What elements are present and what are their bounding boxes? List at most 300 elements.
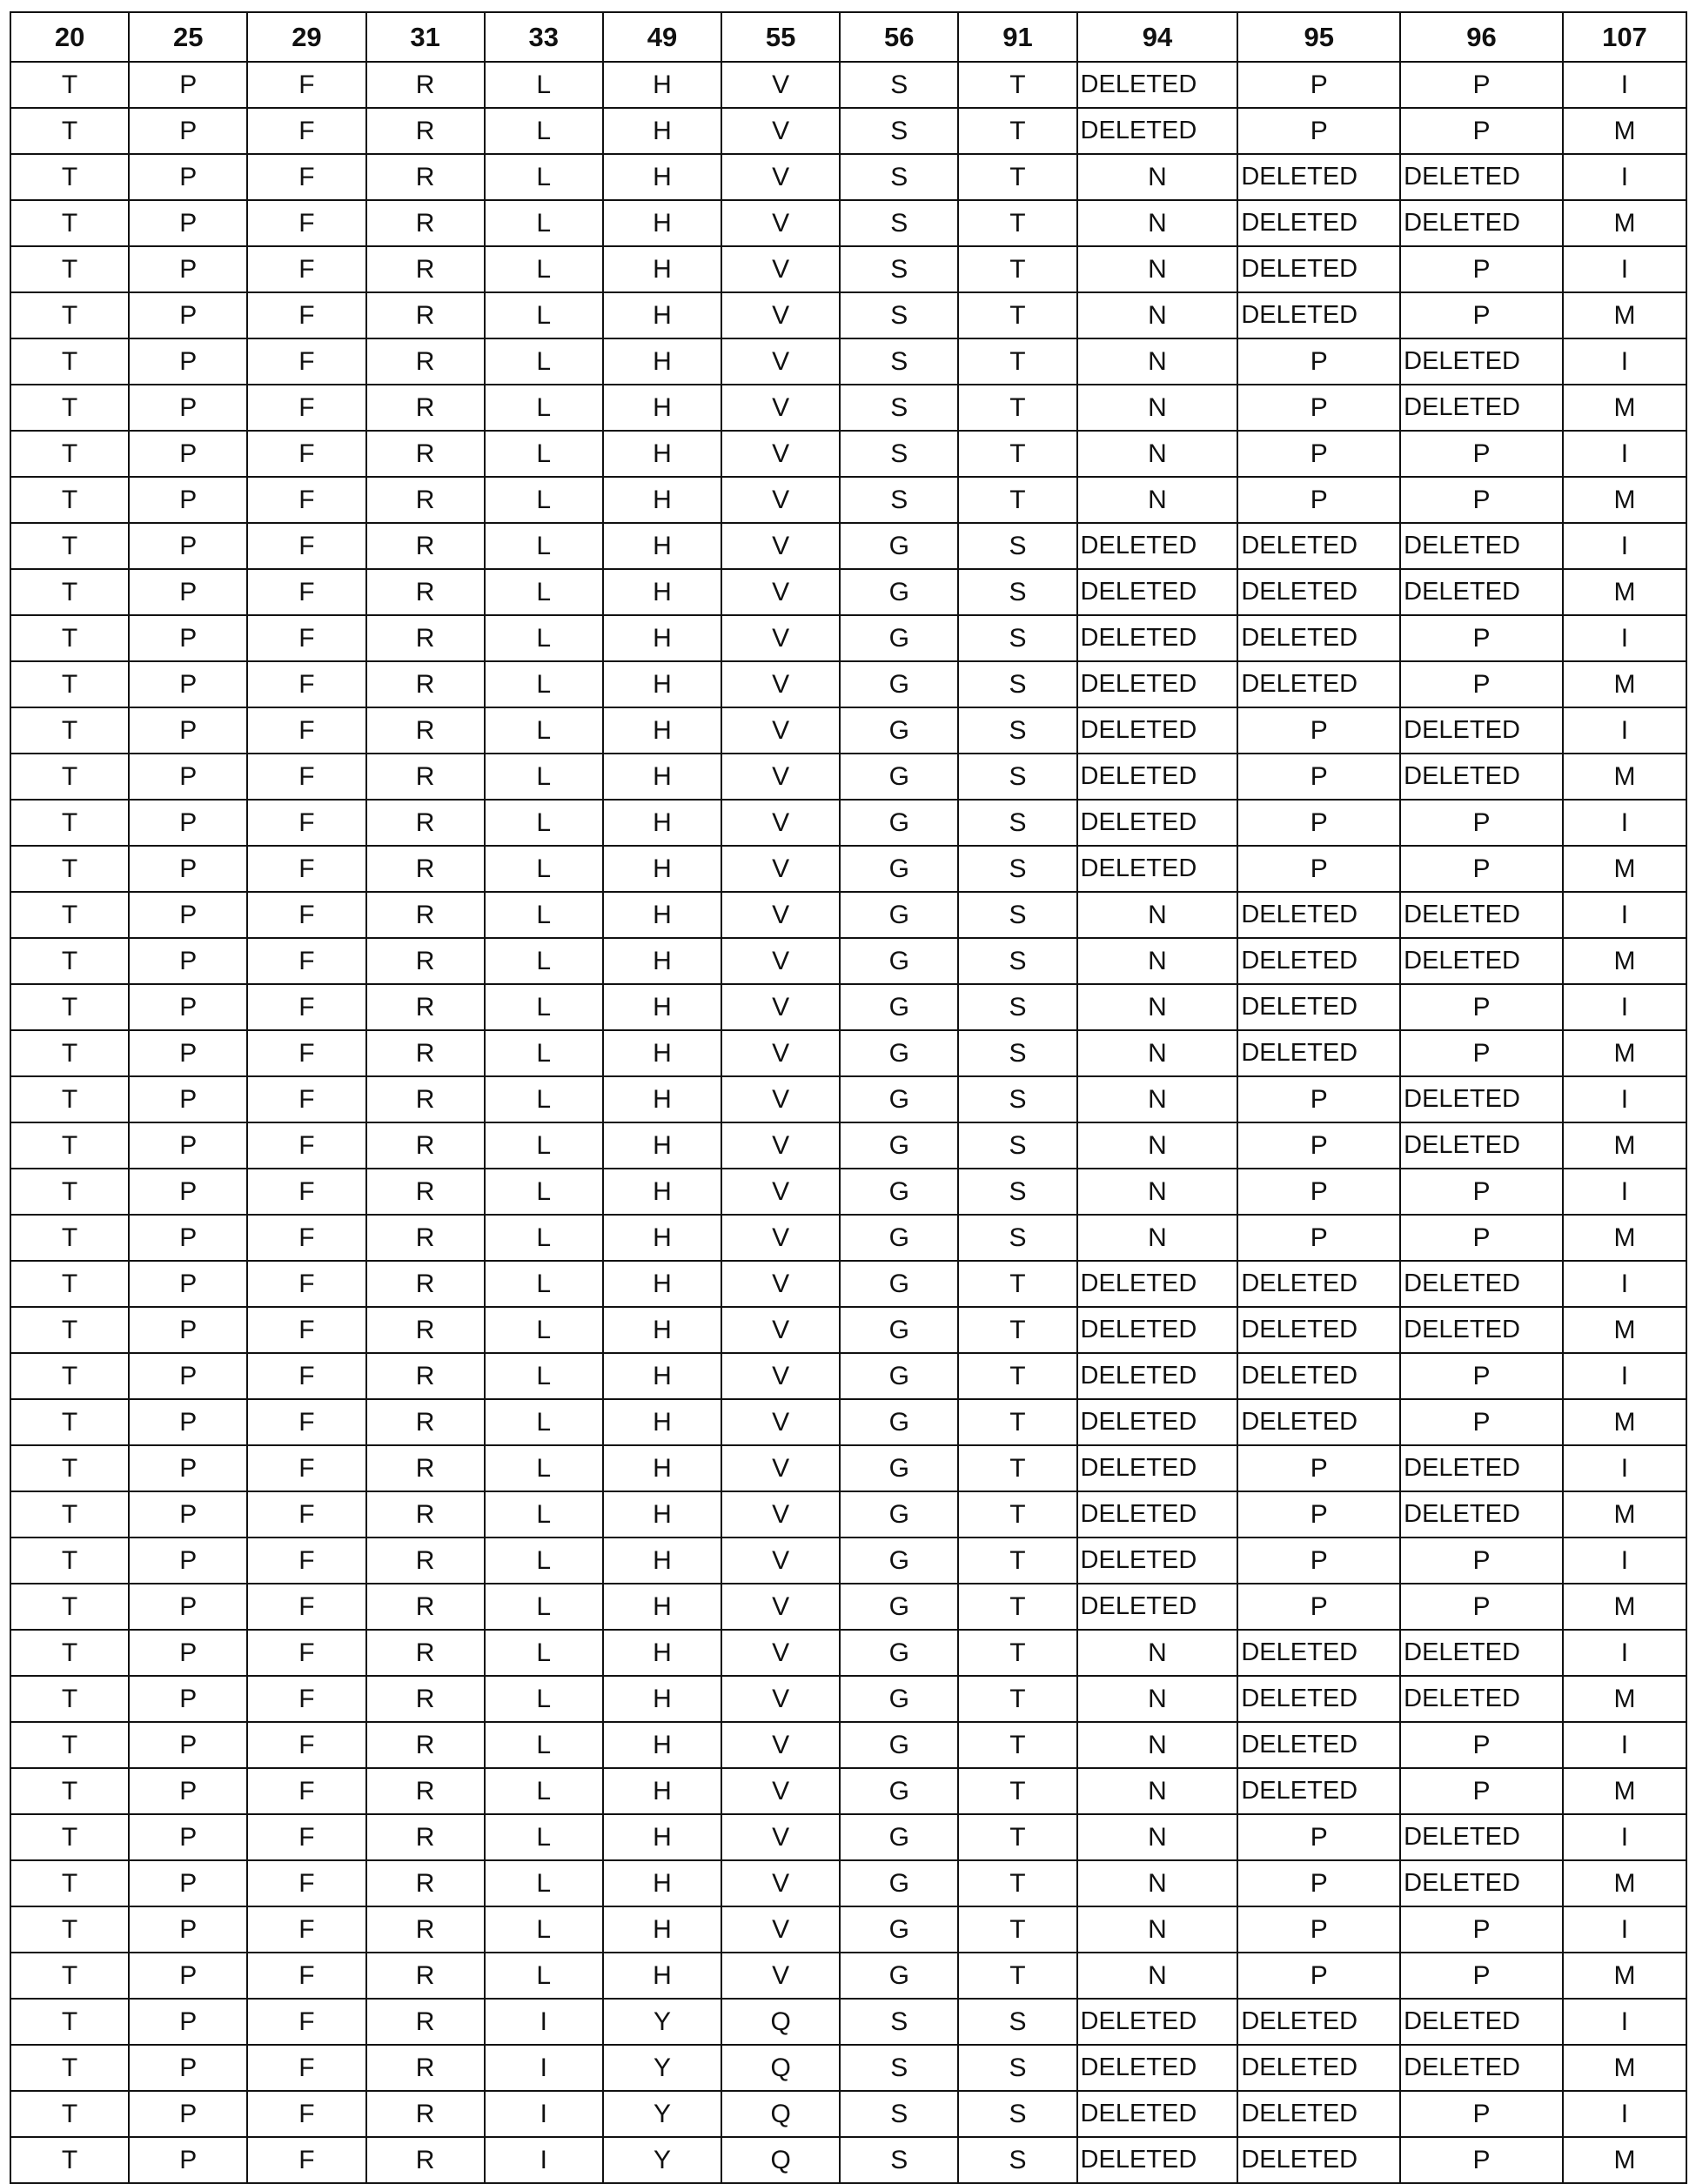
cell-position-29: F [247,200,365,246]
cell-position-55: V [721,1768,840,1814]
cell-position-107: M [1563,661,1686,707]
cell-position-95: DELETED [1237,938,1400,984]
cell-position-95: P [1237,1122,1400,1169]
cell-position-55: V [721,1030,840,1076]
cell-position-29: F [247,1860,365,1906]
column-header-94: 94 [1077,12,1238,62]
table-row [10,1768,1686,1814]
cell-position-94: DELETED [1077,108,1238,154]
cell-position-25: P [129,246,247,292]
cell-position-107: I [1563,62,1686,108]
cell-position-55: V [721,1953,840,1999]
cell-position-29: F [247,385,365,431]
cell-position-55: V [721,385,840,431]
cell-position-95: P [1237,1491,1400,1538]
cell-position-31: R [366,1076,485,1122]
cell-position-96: DELETED [1400,754,1563,800]
cell-position-55: V [721,1722,840,1768]
cell-position-107: M [1563,938,1686,984]
cell-position-31: R [366,2091,485,2137]
cell-position-20: T [10,1261,129,1307]
cell-position-91: T [958,1630,1076,1676]
cell-position-33: I [485,1999,603,2045]
cell-position-107: M [1563,477,1686,523]
cell-position-20: T [10,338,129,385]
cell-position-96: DELETED [1400,523,1563,569]
cell-position-29: F [247,1122,365,1169]
cell-position-107: M [1563,1676,1686,1722]
cell-position-20: T [10,477,129,523]
cell-position-107: I [1563,246,1686,292]
cell-position-25: P [129,707,247,754]
cell-position-20: T [10,1076,129,1122]
cell-position-55: V [721,707,840,754]
cell-position-29: F [247,1399,365,1445]
cell-position-29: F [247,1445,365,1491]
table-row [10,2091,1686,2137]
cell-position-91: T [958,108,1076,154]
cell-position-95: DELETED [1237,984,1400,1030]
cell-position-20: T [10,1307,129,1353]
cell-position-94: N [1077,1860,1238,1906]
cell-position-31: R [366,338,485,385]
cell-position-56: S [840,385,958,431]
cell-position-96: DELETED [1400,1630,1563,1676]
cell-position-96: DELETED [1400,938,1563,984]
table-row [10,1538,1686,1584]
cell-position-33: L [485,1261,603,1307]
cell-position-91: T [958,1906,1076,1953]
cell-position-56: S [840,338,958,385]
cell-position-56: G [840,1630,958,1676]
column-header-29: 29 [247,12,365,62]
cell-position-55: V [721,338,840,385]
cell-position-55: V [721,1538,840,1584]
cell-position-29: F [247,1906,365,1953]
cell-position-91: S [958,2137,1076,2183]
cell-position-20: T [10,1169,129,1215]
cell-position-29: F [247,62,365,108]
cell-position-91: S [958,707,1076,754]
cell-position-25: P [129,569,247,615]
cell-position-25: P [129,2045,247,2091]
cell-position-95: P [1237,1169,1400,1215]
cell-position-107: M [1563,1953,1686,1999]
table-row [10,1122,1686,1169]
column-header-25: 25 [129,12,247,62]
cell-position-96: P [1400,1353,1563,1399]
cell-position-96: DELETED [1400,707,1563,754]
cell-position-25: P [129,200,247,246]
cell-position-20: T [10,1122,129,1169]
cell-position-31: R [366,800,485,846]
cell-position-94: DELETED [1077,62,1238,108]
cell-position-20: T [10,246,129,292]
cell-position-55: V [721,1814,840,1860]
cell-position-56: G [840,1445,958,1491]
cell-position-31: R [366,154,485,200]
cell-position-94: N [1077,892,1238,938]
table-row [10,615,1686,661]
table-row [10,338,1686,385]
cell-position-107: M [1563,569,1686,615]
cell-position-33: L [485,1491,603,1538]
table-row [10,2045,1686,2091]
cell-position-91: S [958,615,1076,661]
cell-position-20: T [10,2045,129,2091]
cell-position-20: T [10,1906,129,1953]
cell-position-33: L [485,62,603,108]
cell-position-55: Q [721,1999,840,2045]
cell-position-31: R [366,431,485,477]
table-row [10,938,1686,984]
cell-position-91: S [958,1122,1076,1169]
cell-position-20: T [10,154,129,200]
cell-position-31: R [366,2137,485,2183]
cell-position-49: H [603,984,721,1030]
cell-position-25: P [129,108,247,154]
cell-position-55: V [721,62,840,108]
table-row [10,754,1686,800]
cell-position-96: DELETED [1400,154,1563,200]
cell-position-33: L [485,1906,603,1953]
cell-position-49: Y [603,2091,721,2137]
cell-position-56: G [840,892,958,938]
cell-position-56: S [840,62,958,108]
cell-position-56: G [840,707,958,754]
cell-position-31: R [366,707,485,754]
table-row [10,800,1686,846]
cell-position-20: T [10,200,129,246]
cell-position-33: L [485,108,603,154]
table-row [10,2137,1686,2183]
cell-position-56: S [840,2045,958,2091]
cell-position-91: T [958,1538,1076,1584]
cell-position-95: P [1237,1076,1400,1122]
cell-position-96: P [1400,1399,1563,1445]
cell-position-31: R [366,1030,485,1076]
cell-position-96: DELETED [1400,1307,1563,1353]
cell-position-20: T [10,1399,129,1445]
cell-position-55: V [721,984,840,1030]
cell-position-55: V [721,1630,840,1676]
cell-position-56: G [840,1676,958,1722]
column-header-91: 91 [958,12,1076,62]
cell-position-95: P [1237,108,1400,154]
cell-position-31: R [366,1630,485,1676]
cell-position-94: DELETED [1077,846,1238,892]
cell-position-91: S [958,569,1076,615]
cell-position-29: F [247,1076,365,1122]
cell-position-31: R [366,1722,485,1768]
cell-position-49: H [603,431,721,477]
cell-position-96: DELETED [1400,1676,1563,1722]
cell-position-95: DELETED [1237,1030,1400,1076]
table-row [10,154,1686,200]
cell-position-55: V [721,1860,840,1906]
cell-position-31: R [366,2045,485,2091]
cell-position-25: P [129,984,247,1030]
cell-position-95: P [1237,800,1400,846]
cell-position-95: P [1237,1584,1400,1630]
cell-position-56: G [840,661,958,707]
cell-position-49: H [603,1030,721,1076]
cell-position-107: M [1563,2045,1686,2091]
cell-position-33: L [485,1169,603,1215]
cell-position-56: S [840,431,958,477]
cell-position-94: DELETED [1077,2137,1238,2183]
cell-position-91: S [958,938,1076,984]
cell-position-55: V [721,569,840,615]
cell-position-107: I [1563,1169,1686,1215]
cell-position-49: H [603,1307,721,1353]
cell-position-20: T [10,62,129,108]
cell-position-31: R [366,1538,485,1584]
cell-position-25: P [129,1906,247,1953]
cell-position-20: T [10,1215,129,1261]
cell-position-95: P [1237,1906,1400,1953]
cell-position-31: R [366,1999,485,2045]
cell-position-31: R [366,385,485,431]
cell-position-55: V [721,1169,840,1215]
column-header-107: 107 [1563,12,1686,62]
cell-position-107: M [1563,1860,1686,1906]
cell-position-91: S [958,1999,1076,2045]
cell-position-55: V [721,754,840,800]
cell-position-91: S [958,800,1076,846]
cell-position-25: P [129,1999,247,2045]
cell-position-20: T [10,1584,129,1630]
table-row [10,1261,1686,1307]
cell-position-95: DELETED [1237,292,1400,338]
cell-position-107: M [1563,1215,1686,1261]
cell-position-20: T [10,1491,129,1538]
table-row [10,1906,1686,1953]
cell-position-20: T [10,615,129,661]
cell-position-20: T [10,1814,129,1860]
cell-position-33: I [485,2137,603,2183]
cell-position-49: H [603,1538,721,1584]
cell-position-55: V [721,1584,840,1630]
cell-position-95: DELETED [1237,615,1400,661]
cell-position-55: V [721,1399,840,1445]
cell-position-55: V [721,1491,840,1538]
cell-position-96: P [1400,477,1563,523]
cell-position-33: L [485,661,603,707]
cell-position-31: R [366,1906,485,1953]
cell-position-33: L [485,1630,603,1676]
table-row [10,477,1686,523]
cell-position-29: F [247,477,365,523]
cell-position-107: M [1563,292,1686,338]
cell-position-55: V [721,1906,840,1953]
cell-position-33: L [485,1584,603,1630]
table-row [10,246,1686,292]
cell-position-94: N [1077,292,1238,338]
cell-position-20: T [10,1860,129,1906]
column-header-56: 56 [840,12,958,62]
cell-position-95: P [1237,338,1400,385]
cell-position-95: DELETED [1237,1307,1400,1353]
cell-position-29: F [247,338,365,385]
cell-position-25: P [129,1814,247,1860]
cell-position-56: G [840,615,958,661]
cell-position-31: R [366,984,485,1030]
cell-position-31: R [366,846,485,892]
cell-position-55: Q [721,2045,840,2091]
cell-position-33: L [485,523,603,569]
cell-position-56: S [840,200,958,246]
cell-position-20: T [10,938,129,984]
cell-position-94: DELETED [1077,615,1238,661]
cell-position-55: V [721,292,840,338]
cell-position-20: T [10,754,129,800]
cell-position-95: DELETED [1237,1768,1400,1814]
cell-position-25: P [129,1076,247,1122]
cell-position-33: L [485,569,603,615]
cell-position-25: P [129,846,247,892]
cell-position-56: G [840,1307,958,1353]
cell-position-29: F [247,1215,365,1261]
cell-position-95: P [1237,1215,1400,1261]
cell-position-96: DELETED [1400,569,1563,615]
cell-position-20: T [10,569,129,615]
cell-position-49: H [603,1076,721,1122]
cell-position-95: DELETED [1237,246,1400,292]
cell-position-94: N [1077,477,1238,523]
cell-position-33: L [485,892,603,938]
cell-position-107: M [1563,1122,1686,1169]
table-row [10,523,1686,569]
cell-position-25: P [129,477,247,523]
cell-position-25: P [129,1353,247,1399]
cell-position-96: P [1400,246,1563,292]
table-row [10,1076,1686,1122]
cell-position-49: H [603,292,721,338]
cell-position-33: L [485,938,603,984]
cell-position-96: DELETED [1400,2045,1563,2091]
cell-position-55: V [721,154,840,200]
cell-position-25: P [129,1122,247,1169]
cell-position-31: R [366,1261,485,1307]
cell-position-95: DELETED [1237,569,1400,615]
cell-position-29: F [247,846,365,892]
cell-position-29: F [247,1169,365,1215]
cell-position-29: F [247,1353,365,1399]
cell-position-49: H [603,1399,721,1445]
cell-position-33: L [485,800,603,846]
cell-position-55: V [721,431,840,477]
table-row [10,846,1686,892]
cell-position-91: T [958,431,1076,477]
cell-position-94: DELETED [1077,707,1238,754]
cell-position-94: N [1077,1814,1238,1860]
cell-position-107: I [1563,2091,1686,2137]
table-row [10,1445,1686,1491]
cell-position-96: P [1400,292,1563,338]
column-header-33: 33 [485,12,603,62]
cell-position-29: F [247,2137,365,2183]
cell-position-20: T [10,1722,129,1768]
cell-position-91: T [958,1584,1076,1630]
cell-position-107: I [1563,707,1686,754]
cell-position-94: DELETED [1077,754,1238,800]
cell-position-25: P [129,1953,247,1999]
cell-position-31: R [366,754,485,800]
cell-position-29: F [247,707,365,754]
table-row [10,1860,1686,1906]
cell-position-96: P [1400,1953,1563,1999]
cell-position-25: P [129,892,247,938]
cell-position-95: DELETED [1237,1353,1400,1399]
cell-position-33: L [485,1860,603,1906]
cell-position-20: T [10,2137,129,2183]
cell-position-91: T [958,1491,1076,1538]
cell-position-55: V [721,1307,840,1353]
cell-position-56: S [840,477,958,523]
cell-position-20: T [10,1768,129,1814]
cell-position-107: M [1563,1768,1686,1814]
cell-position-107: M [1563,1307,1686,1353]
cell-position-91: T [958,246,1076,292]
cell-position-55: V [721,800,840,846]
cell-position-56: S [840,292,958,338]
cell-position-91: S [958,846,1076,892]
cell-position-49: H [603,661,721,707]
cell-position-95: DELETED [1237,1261,1400,1307]
cell-position-25: P [129,431,247,477]
cell-position-31: R [366,523,485,569]
cell-position-91: T [958,1860,1076,1906]
cell-position-20: T [10,1999,129,2045]
cell-position-29: F [247,108,365,154]
cell-position-33: L [485,1814,603,1860]
cell-position-94: N [1077,1030,1238,1076]
table-row [10,108,1686,154]
cell-position-49: H [603,1630,721,1676]
cell-position-107: I [1563,615,1686,661]
table-row [10,1953,1686,1999]
cell-position-33: L [485,431,603,477]
cell-position-56: G [840,846,958,892]
cell-position-33: L [485,246,603,292]
cell-position-55: V [721,1076,840,1122]
cell-position-33: L [485,707,603,754]
cell-position-31: R [366,1814,485,1860]
cell-position-25: P [129,1169,247,1215]
cell-position-49: Y [603,2045,721,2091]
cell-position-107: I [1563,1353,1686,1399]
cell-position-94: N [1077,938,1238,984]
cell-position-29: F [247,1676,365,1722]
cell-position-25: P [129,62,247,108]
cell-position-49: H [603,569,721,615]
cell-position-49: H [603,200,721,246]
cell-position-49: H [603,1768,721,1814]
cell-position-96: P [1400,1215,1563,1261]
cell-position-20: T [10,1353,129,1399]
cell-position-33: L [485,1399,603,1445]
cell-position-96: P [1400,1722,1563,1768]
cell-position-56: G [840,1722,958,1768]
cell-position-49: H [603,1860,721,1906]
cell-position-95: P [1237,846,1400,892]
cell-position-95: DELETED [1237,200,1400,246]
cell-position-96: P [1400,615,1563,661]
cell-position-49: H [603,477,721,523]
cell-position-56: G [840,1122,958,1169]
table-row [10,1491,1686,1538]
